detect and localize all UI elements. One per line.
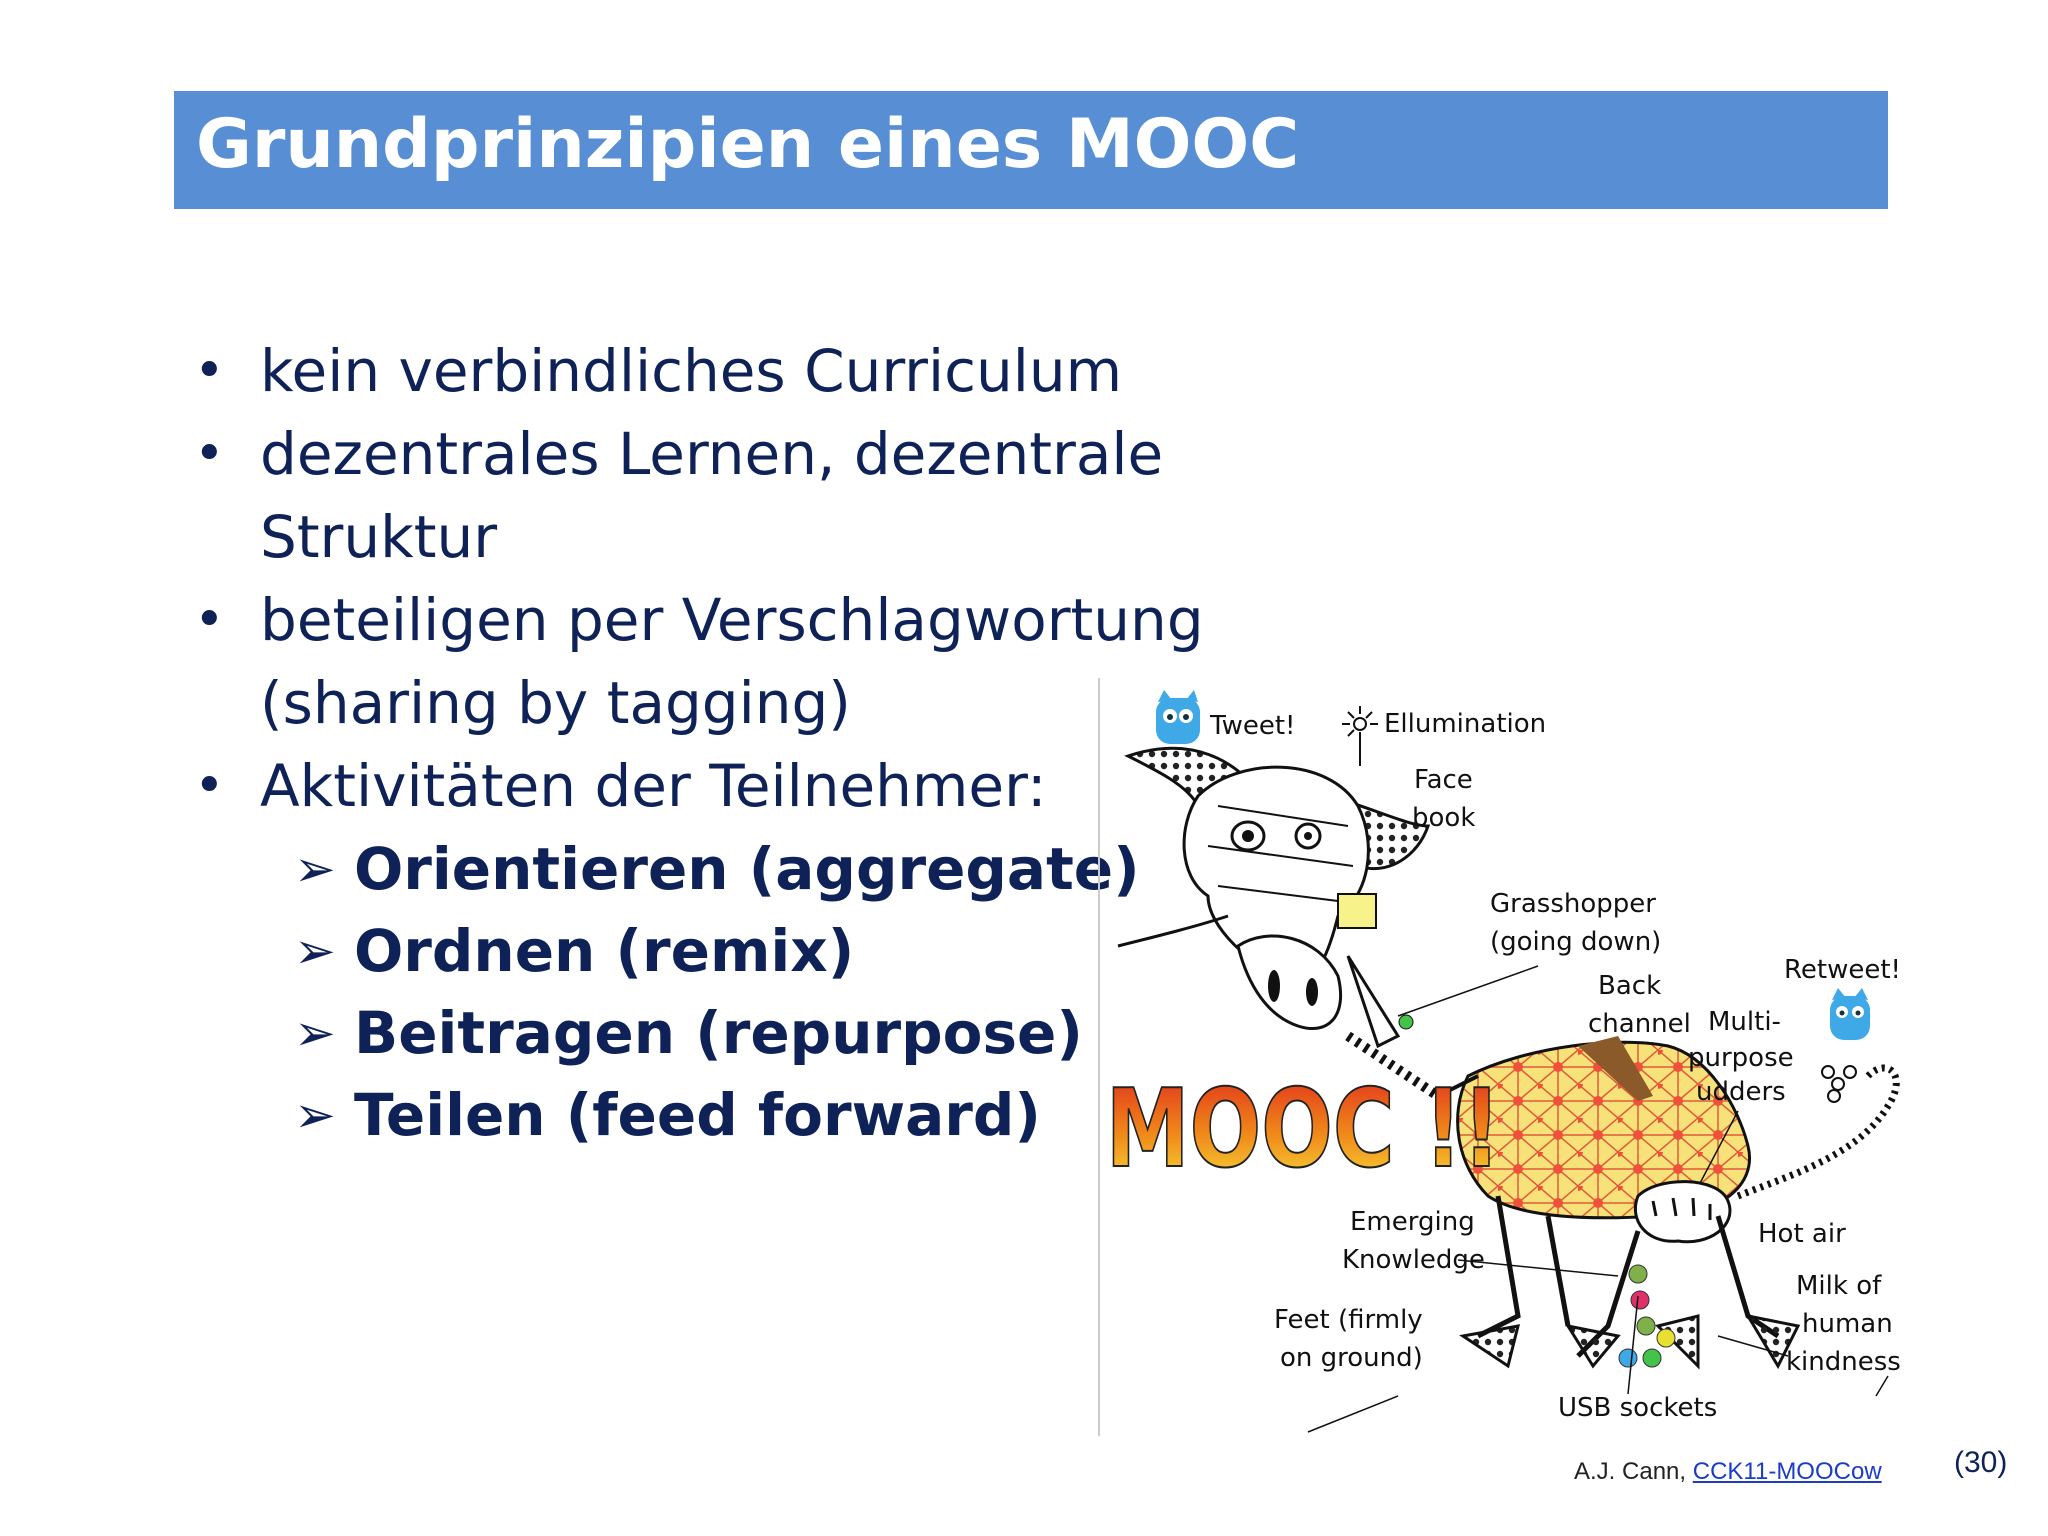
retweet-owl-icon bbox=[1830, 988, 1870, 1040]
sub-bullet-text: Ordnen (remix) bbox=[354, 917, 855, 985]
label-face: Face bbox=[1414, 765, 1473, 795]
label-grasshopper: Grasshopper bbox=[1490, 889, 1656, 919]
bullet-item bbox=[190, 330, 1204, 413]
label-on-ground: on ground) bbox=[1280, 1343, 1423, 1373]
sub-bullet-text: Teilen (feed forward) bbox=[354, 1081, 1041, 1149]
sub-bullet-list bbox=[260, 828, 1204, 1156]
label-tweet: Tweet! bbox=[1210, 711, 1296, 741]
sub-bullet-text: Beitragen (repurpose) bbox=[354, 999, 1083, 1067]
label-usb-sockets: USB sockets bbox=[1558, 1393, 1718, 1423]
bullet-item bbox=[190, 745, 1204, 1156]
bullet-text: Struktur bbox=[260, 503, 498, 571]
sub-bullet-item bbox=[294, 992, 1204, 1074]
label-multi: Multi- bbox=[1708, 1007, 1781, 1037]
sub-bullet-item bbox=[294, 1074, 1204, 1156]
label-feet: Feet (firmly bbox=[1274, 1305, 1423, 1335]
mooc-banner: MOOC !! bbox=[1105, 1065, 1501, 1192]
page-number: (30) bbox=[1954, 1446, 2008, 1479]
bullet-text: dezentrales Lernen, dezentrale bbox=[260, 420, 1164, 488]
hoof bbox=[1463, 1326, 1518, 1366]
bullet-text: Aktivitäten der Teilnehmer: bbox=[260, 752, 1047, 820]
bullet-dot-icon: • bbox=[194, 590, 225, 650]
label-knowledge: Knowledge bbox=[1342, 1245, 1485, 1275]
arrow-bullet-icon: ➢ bbox=[294, 1004, 336, 1062]
label-milk-of: Milk of bbox=[1796, 1271, 1882, 1301]
label-emerging: Emerging bbox=[1350, 1207, 1475, 1237]
tail-propeller-icon bbox=[1822, 1066, 1856, 1102]
slide-title: Grundprinzipien eines MOOC bbox=[196, 105, 1300, 184]
label-hot-air: Hot air bbox=[1758, 1219, 1846, 1249]
label-kindness: kindness bbox=[1786, 1347, 1901, 1377]
bullet-item bbox=[190, 413, 1204, 579]
bullet-dot-icon: • bbox=[194, 424, 225, 484]
udder bbox=[1635, 1182, 1730, 1242]
hoof bbox=[1568, 1326, 1618, 1366]
arrow-bullet-icon: ➢ bbox=[294, 922, 336, 980]
bullet-item bbox=[190, 579, 1204, 745]
label-retweet: Retweet! bbox=[1784, 955, 1901, 985]
lightbulb-icon bbox=[1342, 706, 1378, 766]
label-human: human bbox=[1802, 1309, 1893, 1339]
bullet-dot-icon: • bbox=[194, 756, 225, 816]
sub-bullet-item bbox=[294, 828, 1204, 910]
label-book: book bbox=[1412, 803, 1476, 833]
label-purpose: purpose bbox=[1688, 1043, 1794, 1073]
credit-link[interactable]: CCK11-MOOCow bbox=[1692, 1458, 1882, 1485]
bullet-text: beteiligen per Verschlagwortung bbox=[260, 586, 1204, 654]
arrow-bullet-icon: ➢ bbox=[294, 1086, 336, 1144]
tweet-owl-icon bbox=[1156, 690, 1200, 744]
label-udders: udders bbox=[1696, 1077, 1786, 1107]
title-bar bbox=[174, 91, 1888, 209]
label-channel: channel bbox=[1588, 1009, 1691, 1039]
label-going-down: (going down) bbox=[1490, 927, 1662, 957]
image-credit bbox=[1574, 1458, 1882, 1486]
sub-bullet-item bbox=[294, 910, 1204, 992]
credit-author: A.J. Cann, bbox=[1574, 1458, 1693, 1485]
facebook-patch bbox=[1338, 894, 1376, 928]
emoji-faces bbox=[1619, 1265, 1675, 1367]
bullet-list bbox=[190, 330, 1204, 1156]
label-ellumination: Ellumination bbox=[1384, 709, 1547, 739]
arrow-bullet-icon: ➢ bbox=[294, 840, 336, 898]
sub-bullet-text: Orientieren (aggregate) bbox=[354, 835, 1140, 903]
label-back: Back bbox=[1598, 971, 1662, 1001]
bullet-dot-icon: • bbox=[194, 341, 225, 401]
moocow-illustration bbox=[1098, 676, 1928, 1436]
bullet-text: kein verbindliches Curriculum bbox=[260, 337, 1123, 405]
bullet-text: (sharing by tagging) bbox=[260, 669, 851, 737]
